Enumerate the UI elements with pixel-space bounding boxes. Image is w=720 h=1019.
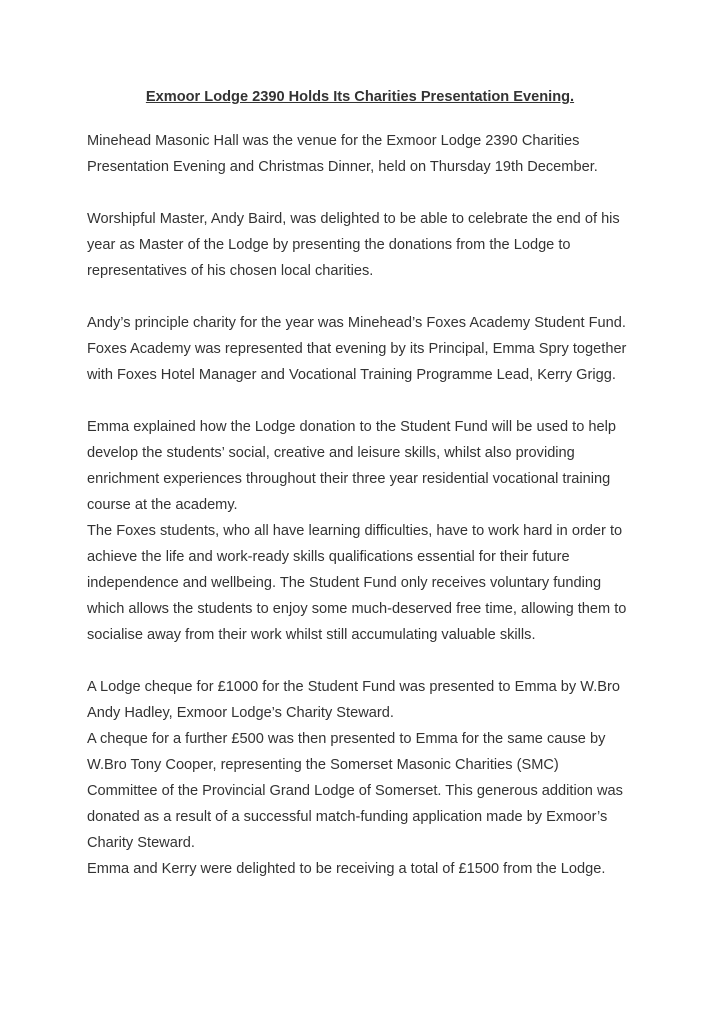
text-line: achieve the life and work-ready skills qualifications essential for their future <box>87 549 570 565</box>
text-line: Charity Steward. <box>87 835 195 851</box>
text-line: which allows the students to enjoy some much-deserved free time, allowing them to <box>87 601 627 617</box>
text-line: W.Bro Tony Cooper, representing the Somerset Masonic Charities (SMC) <box>87 757 559 773</box>
text-line: Foxes Academy was represented that evening by its Principal, Emma Spry together <box>87 341 627 357</box>
text-line: representatives of his chosen local charities. <box>87 263 374 279</box>
text-line: Minehead Masonic Hall was the venue for the Exmoor Lodge 2390 Charities <box>87 133 580 149</box>
text-line: course at the academy. <box>87 497 238 513</box>
text-line: year as Master of the Lodge by presenting the donations from the Lodge to <box>87 237 571 253</box>
text-line: with Foxes Hotel Manager and Vocational Training Programme Lead, Kerry Grigg. <box>87 367 616 383</box>
document-body <box>87 128 647 882</box>
text-line: Andy Hadley, Exmoor Lodge’s Charity Steward. <box>87 705 394 721</box>
paragraph-venue <box>87 128 647 180</box>
paragraph-foxes-students <box>87 518 647 648</box>
paragraph-worshipful-master <box>87 206 647 284</box>
text-line: The Foxes students, who all have learning difficulties, have to work hard in order to <box>87 523 623 539</box>
text-line: socialise away from their work whilst still accumulating valuable skills. <box>87 627 536 643</box>
paragraph-principle-charity <box>87 310 647 388</box>
text-line: A cheque for a further £500 was then presented to Emma for the same cause by <box>87 731 606 747</box>
paragraph-further-cheque <box>87 726 647 856</box>
text-line: Emma explained how the Lodge donation to the Student Fund will be used to help <box>87 419 616 435</box>
paragraph-donation-use <box>87 414 647 518</box>
paragraph-total <box>87 856 647 882</box>
text-line: Presentation Evening and Christmas Dinner, held on Thursday 19th December. <box>87 159 598 175</box>
text-line: donated as a result of a successful match-funding application made by Exmoor’s <box>87 809 608 825</box>
text-line: Andy’s principle charity for the year was Minehead’s Foxes Academy Student Fund. <box>87 315 626 331</box>
text-line: A Lodge cheque for £1000 for the Student Fund was presented to Emma by W.Bro <box>87 679 620 695</box>
text-line: enrichment experiences throughout their three year residential vocational training <box>87 471 611 487</box>
document-title: Exmoor Lodge 2390 Holds Its Charities Presentation Evening. <box>145 89 575 105</box>
text-line: develop the students’ social, creative and leisure skills, whilst also providing <box>87 445 575 461</box>
text-line: Worshipful Master, Andy Baird, was delighted to be able to celebrate the end of his <box>87 211 620 227</box>
text-line: independence and wellbeing. The Student Fund only receives voluntary funding <box>87 575 602 591</box>
text-line: Committee of the Provincial Grand Lodge of Somerset. This generous addition was <box>87 783 623 799</box>
text-line: Emma and Kerry were delighted to be receiving a total of £1500 from the Lodge. <box>87 861 606 877</box>
paragraph-lodge-cheque <box>87 674 647 726</box>
